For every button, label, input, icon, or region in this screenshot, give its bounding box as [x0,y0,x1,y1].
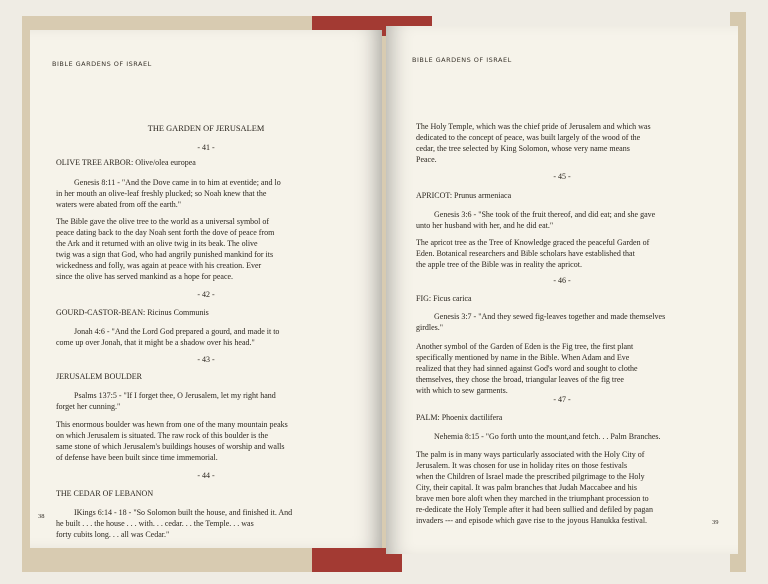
entry-number: - 45 - [553,172,571,181]
body-line: when the Children of Israel made the prescribed pilgrimage to the Holy [416,472,645,481]
quote-line: forty cubits long. . . all was Cedar." [56,530,170,539]
body-line: brave men bore aloft when they marched in the triumphant procession to [416,494,649,503]
body-line: Eden. Botanical researchers and Bible scholars have established that [416,249,635,258]
quote-line: Psalms 137:5 - "If I forget thee, O Jerusalem, let my right hand [74,391,276,400]
running-head: BIBLE GARDENS OF ISRAEL [52,60,152,68]
body-line: This enormous boulder was hewn from one of the many mountain peaks [56,420,288,429]
quote-line: girdles." [416,323,444,332]
entry-number: - 47 - [553,395,571,404]
body-line: City, their capital. It was palm branches that Judah Maccabee and his [416,483,637,492]
body-line: The Holy Temple, which was the chief pride of Jerusalem and which was [416,122,651,131]
body-line: same stone of which Jerusalem's buildings houses of worship and walls [56,442,285,451]
body-line: the Ark and it returned with an olive twig in its beak. The olive [56,239,258,248]
quote-line: Nehemia 8:15 - "Go forth unto the mount,and fetch. . . Palm Branches. [434,432,661,441]
left-page [30,30,382,548]
entry-number: - 46 - [553,276,571,285]
body-line: themselves, they chose the broad, triangular leaves of the fig tree [416,375,624,384]
quote-line: Jonah 4:6 - "And the Lord God prepared a gourd, and made it to [74,327,280,336]
page-title: THE GARDEN OF JERUSALEM [147,124,265,133]
entry-heading: THE CEDAR OF LEBANON [56,489,154,498]
entry-heading: JERUSALEM BOULDER [56,372,143,381]
page-number: 38 [38,513,45,520]
body-line: since the olive has served mankind as a hope for peace. [56,272,234,281]
body-line: The apricot tree as the Tree of Knowledge graced the peaceful Garden of [416,238,650,247]
body-line: invaders --- and episode which gave rise to the joyous Hanukka festival. [416,516,648,525]
quote-line: Genesis 3:6 - "She took of the fruit thereof, and did eat; and she gave [434,210,656,219]
body-line: The palm is in many ways particularly associated with the Holy City of [416,450,645,459]
entry-heading: GOURD-CASTOR-BEAN: Ricinus Communis [56,308,209,317]
body-line: Jerusalem. It was chosen for use in holiday rites on those festivals [416,461,628,470]
body-line: the apple tree of the Bible was in reality the apricot. [416,260,582,269]
body-line: of defense have been built since time immemorial. [56,453,218,462]
body-line: peace dating back to the day Noah sent forth the dove of peace from [56,228,275,237]
entry-number: - 43 - [197,355,215,364]
quote-line: unto her husband with her, and he did eat." [416,221,554,230]
quote-line: Genesis 3:7 - "And they sewed fig-leaves together and made themselves [434,312,666,321]
quote-line: forget her cunning." [56,402,121,411]
body-line: twig was a sign that God, who had angrily punished mankind for its [56,250,274,259]
running-head: BIBLE GARDENS OF ISRAEL [412,56,512,64]
right-page [386,26,738,554]
quote-line: waters were abated from off the earth." [56,200,182,209]
body-line: The Bible gave the olive tree to the world as a universal symbol of [56,217,270,226]
quote-line: in her mouth an olive-leaf freshly plucked; so Noah knew that the [56,189,267,198]
body-line: specifically mentioned by name in the Bible. When Adam and Eve [416,353,630,362]
quote-line: IKings 6:14 - 18 - "So Solomon built the house, and finished it. And [74,508,293,517]
page-number: 39 [712,519,719,526]
body-line: wickedness and folly, was again at peace with his creation. Ever [56,261,262,270]
body-line: cedar, the tree selected by King Solomon, whose very name means [416,144,630,153]
body-line: re-dedicate the Holy Temple after it had been sullied and defiled by pagan [416,505,653,514]
body-line: with which to sew garments. [416,386,508,395]
body-line: realized that they had sinned against God's word and sought to clothe [416,364,638,373]
body-line: Peace. [416,155,437,164]
quote-line: come up over Jonah, that it might be a shadow over his head." [56,338,255,347]
entry-heading: APRICOT: Prunus armeniaca [416,191,512,200]
body-line: dedicated to the concept of peace, was built largely of the wood of the [416,133,641,142]
entry-number: - 44 - [197,471,215,480]
entry-number: - 42 - [197,290,215,299]
entry-heading: FIG: Ficus carica [416,294,472,303]
body-line: on which Jerusalem is situated. The raw rock of this boulder is the [56,431,269,440]
quote-line: Genesis 8:11 - "And the Dove came in to him at eventide; and lo [74,178,281,187]
quote-line: he built . . . the house . . . with. . . cedar. . . the Temple. . . was [56,519,254,528]
entry-heading: PALM: Phoenix dactilifera [416,413,503,422]
entry-heading: OLIVE TREE ARBOR: Olive/olea europea [56,158,196,167]
body-line: Another symbol of the Garden of Eden is the Fig tree, the first plant [416,342,634,351]
entry-number: - 41 - [197,143,215,152]
